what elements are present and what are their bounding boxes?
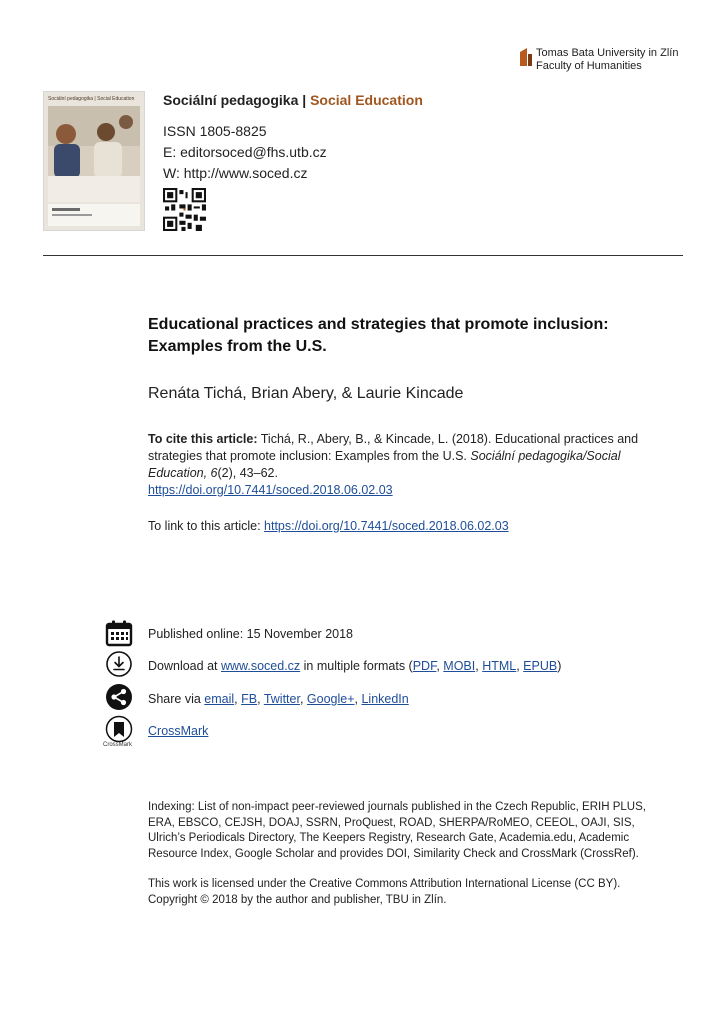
journal-name-en: Social Education xyxy=(310,92,423,108)
download-site-link[interactable]: www.soced.cz xyxy=(220,659,301,673)
article-link-label: To link to this article: xyxy=(148,519,265,533)
share-google-link[interactable]: Google+ xyxy=(306,692,355,706)
format-html-link[interactable]: HTML xyxy=(482,659,517,673)
published-date: Published online: 15 November 2018 xyxy=(148,627,353,641)
share-linkedin-link[interactable]: LinkedIn xyxy=(361,692,409,706)
crossmark-link[interactable] xyxy=(148,724,208,738)
share-fb-link[interactable]: FB xyxy=(241,692,258,706)
indexing-text: Indexing: List of non-impact peer-reviewed journals published in the Czech Republic, ERIH PLUS, ERA, EBSCO, CEJSH, DOAJ, SSRN, ProQuest, ROAD, SHERPA/RoMEO, CEEOL, OAJI, SIS, Ulrich’s Periodicals Directory, The Keepers Registry, Research Gate, Academia.edu, Academic Resource Index, Google Scholar and provides DOI, Similarity Check and CrossMark (CrossRef). xyxy=(148,801,646,860)
article-authors: Renáta Tichá, Brian Abery, & Laurie Kincade xyxy=(148,385,464,402)
format-pdf-link[interactable]: PDF xyxy=(412,659,437,673)
journal-title xyxy=(163,92,423,108)
cover-photo xyxy=(44,92,144,230)
faculty-name: Faculty of Humanities xyxy=(536,60,642,72)
download-icon[interactable] xyxy=(105,650,133,678)
article-link-line xyxy=(148,519,509,533)
download-prefix: Download at xyxy=(148,659,221,673)
share-line: Share via email, FB, Twitter, Google+, LinkedIn xyxy=(148,692,409,706)
crossmark-caption: CrossMark xyxy=(103,742,133,748)
format-epub-link[interactable]: EPUB xyxy=(523,659,558,673)
university-name: Tomas Bata University in Zlín xyxy=(536,47,679,59)
citation-text: Tichá, R., Abery, B., & Kincade, L. (2018). Educational practices and strategies that promote inclusion: Examples from the U.S. xyxy=(148,432,639,463)
share-icon[interactable] xyxy=(105,683,133,711)
journal-website[interactable]: W: http://www.soced.cz xyxy=(163,165,308,181)
journal-cover-image xyxy=(43,91,145,231)
citation-label: To cite this article: xyxy=(148,432,258,446)
university-logo-icon xyxy=(520,48,532,66)
crossmark-icon[interactable] xyxy=(105,715,133,743)
citation-block xyxy=(148,431,648,499)
download-suffix: ) xyxy=(557,659,562,673)
citation-doi-link[interactable]: https://doi.org/10.7441/soced.2018.06.02.03 xyxy=(148,483,393,497)
license-text: This work is licensed under the Creative Commons Attribution International License (CC BY). Copyright © 2018 by the author and publisher, TBU in Zlín. xyxy=(148,878,621,906)
article-title xyxy=(148,314,668,358)
share-prefix: Share via xyxy=(148,692,205,706)
journal-title-separator: | xyxy=(298,92,311,108)
calendar-icon xyxy=(105,619,133,647)
journal-issn: ISSN 1805-8825 xyxy=(163,123,267,139)
crossmark-label[interactable]: CrossMark xyxy=(148,724,209,738)
article-doi-link[interactable]: https://doi.org/10.7441/soced.2018.06.02.03 xyxy=(264,519,509,533)
header-divider xyxy=(43,255,683,256)
journal-email[interactable]: E: editorsoced@fhs.utb.cz xyxy=(163,144,327,160)
cover-banner: Sociální pedagogika | Social Education xyxy=(48,96,135,102)
download-line: Download at www.soced.cz in multiple formats (PDF, MOBI, HTML, EPUB) xyxy=(148,659,562,673)
download-middle: in multiple formats ( xyxy=(300,659,413,673)
qr-code-icon[interactable] xyxy=(163,188,206,231)
article-title-line-1: Educational practices and strategies that promote inclusion: xyxy=(148,316,609,333)
share-twitter-link[interactable]: Twitter xyxy=(263,692,300,706)
share-email-link[interactable]: email xyxy=(204,692,235,706)
citation-issue: (2), 43–62. xyxy=(217,466,278,480)
format-mobi-link[interactable]: MOBI xyxy=(443,659,476,673)
citation-journal: Sociální pedagogika/Social Education, 6 xyxy=(148,449,621,480)
article-title-line-2: Examples from the U.S. xyxy=(148,338,327,355)
journal-name-cz: Sociální pedagogika xyxy=(163,92,299,108)
